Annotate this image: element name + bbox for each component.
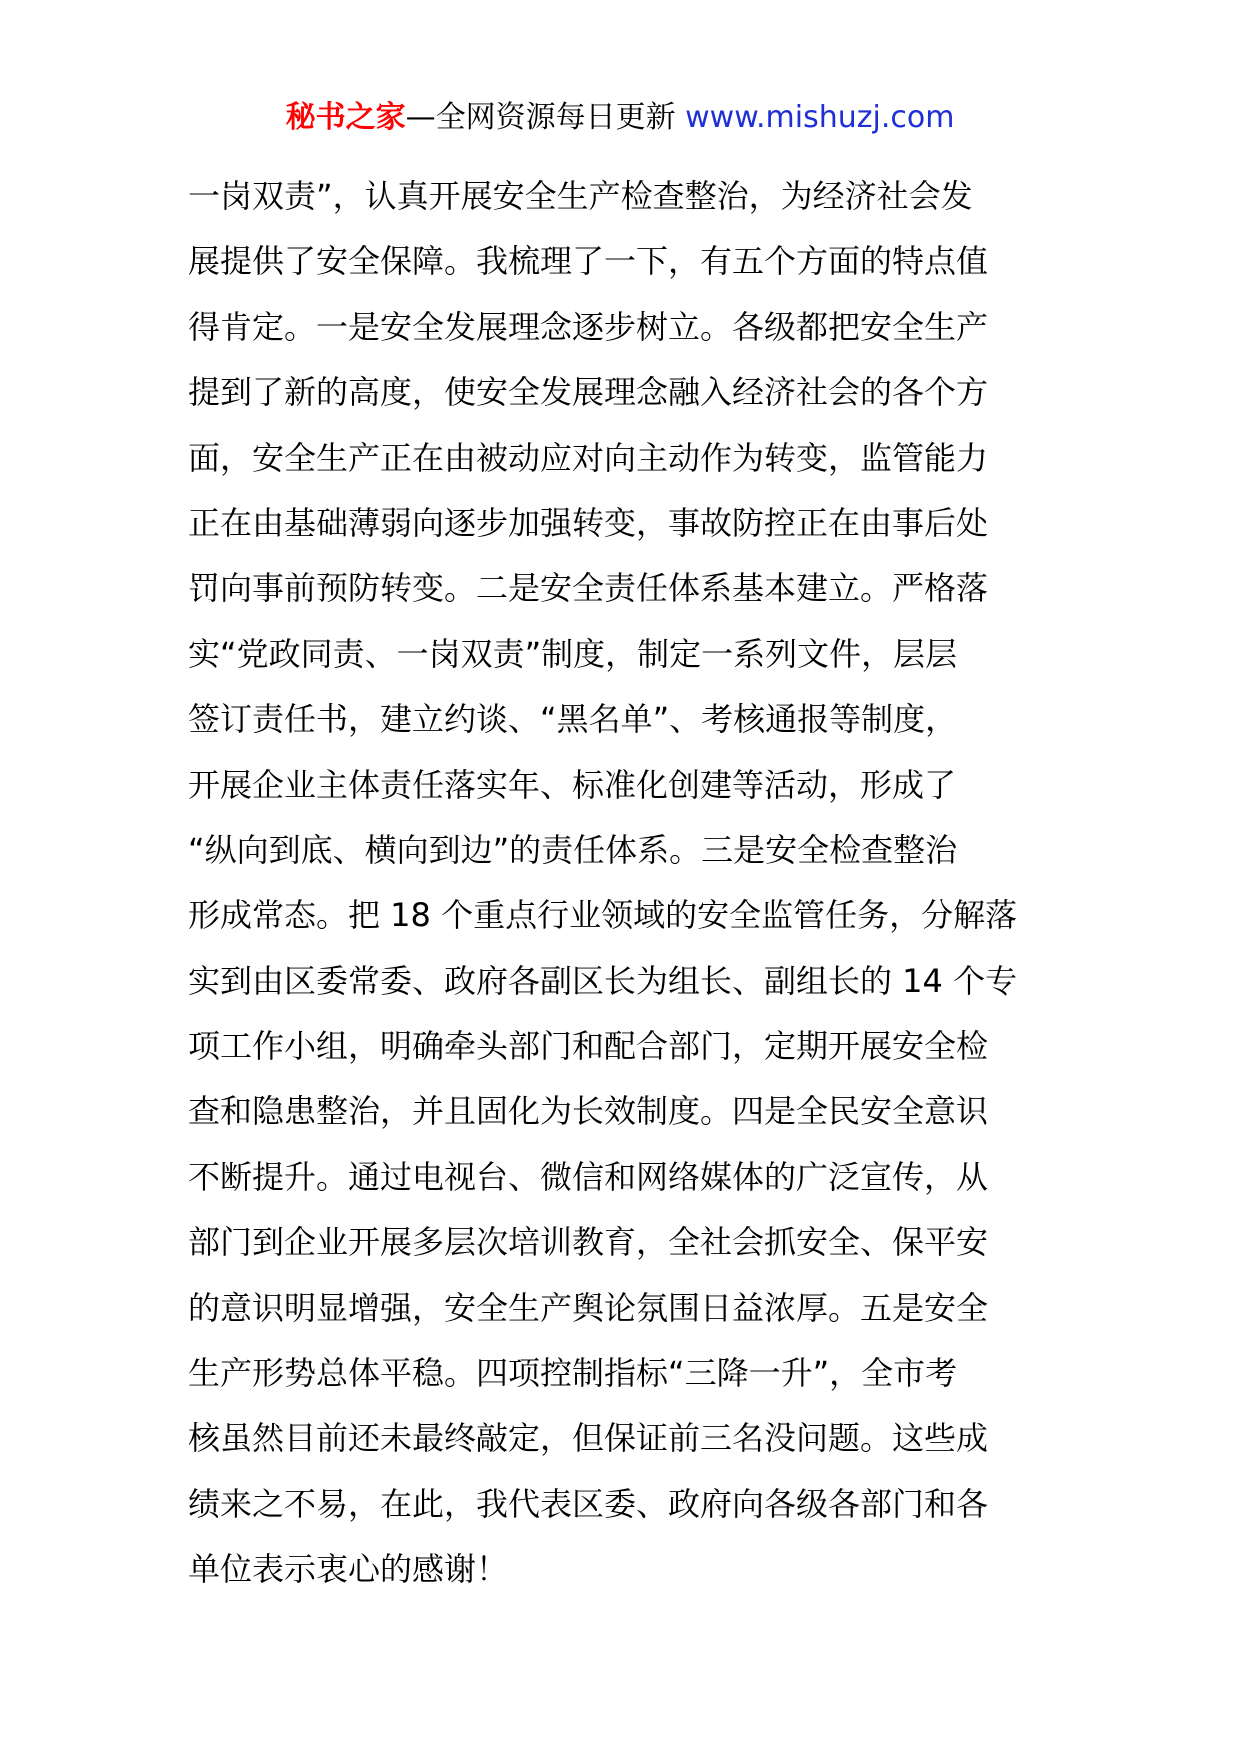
text-line: 实到由区委常委、政府各副区长为组长、副组长的 14 个专 bbox=[188, 961, 1018, 1000]
text-line: 正在由基础薄弱向逐步加强转变，事故防控正在由事后处 bbox=[188, 503, 989, 542]
site-url-link[interactable]: www.mishuzj.com bbox=[685, 100, 955, 135]
site-header bbox=[0, 98, 1240, 138]
text-line: 开展企业主体责任落实年、标准化创建等活动，形成了 bbox=[188, 765, 957, 804]
text-line: 提到了新的高度，使安全发展理念融入经济社会的各个方 bbox=[188, 373, 989, 412]
site-tagline: —全网资源每日更新 bbox=[405, 100, 676, 135]
text-line: 签订责任书，建立约谈、“黑名单”、考核通报等制度， bbox=[188, 700, 958, 739]
text-line: 项工作小组，明确牵头部门和配合部门，定期开展安全检 bbox=[188, 1027, 989, 1066]
text-line: 绩来之不易，在此，我代表区委、政府向各级各部门和各 bbox=[188, 1484, 989, 1523]
site-brand: 秘书之家 bbox=[285, 100, 406, 135]
text-line: 不断提升。通过电视台、微信和网络媒体的广泛宣传，从 bbox=[188, 1157, 989, 1196]
text-line: “纵向到底、横向到边”的责任体系。三是安全检查整治 bbox=[188, 830, 958, 869]
text-line: 形成常态。把 18 个重点行业领域的安全监管任务，分解落 bbox=[188, 896, 1018, 935]
text-line: 罚向事前预防转变。二是安全责任体系基本建立。严格落 bbox=[188, 569, 989, 608]
text-line: 单位表示衷心的感谢！ bbox=[188, 1550, 509, 1589]
text-line: 实“党政同责、一岗双责”制度，制定一系列文件，层层 bbox=[188, 634, 958, 673]
document-body bbox=[188, 164, 1068, 1603]
text-line: 核虽然目前还未最终敲定，但保证前三名没问题。这些成 bbox=[188, 1419, 989, 1458]
text-line: 得肯定。一是安全发展理念逐步树立。各级都把安全生产 bbox=[188, 307, 989, 346]
text-line: 生产形势总体平稳。四项控制指标“三降一升”，全市考 bbox=[188, 1354, 958, 1393]
text-line: 展提供了安全保障。我梳理了一下，有五个方面的特点值 bbox=[188, 242, 989, 281]
text-line: 部门到企业开展多层次培训教育，全社会抓安全、保平安 bbox=[188, 1223, 989, 1262]
text-line: 一岗双责”，认真开展安全生产检查整治，为经济社会发 bbox=[188, 177, 973, 215]
text-line: 的意识明显增强，安全生产舆论氛围日益浓厚。五是安全 bbox=[188, 1288, 989, 1327]
text-line: 查和隐患整治，并且固化为长效制度。四是全民安全意识 bbox=[188, 1092, 989, 1131]
text-line: 面，安全生产正在由被动应对向主动作为转变，监管能力 bbox=[188, 438, 989, 477]
